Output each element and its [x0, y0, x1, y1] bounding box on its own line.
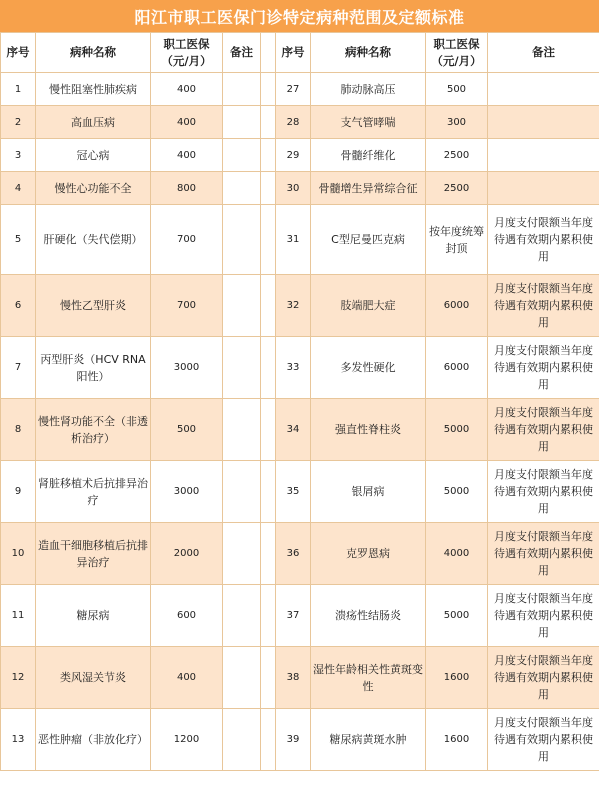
remark-cell: 月度支付限额当年度待遇有效期内累积使用: [488, 585, 599, 647]
quota-value: 按年度统筹封顶: [426, 205, 488, 275]
quota-value: 400: [151, 139, 223, 172]
row-number: 28: [276, 106, 311, 139]
disease-name: 湿性年龄相关性黄斑变性: [311, 647, 426, 709]
quota-value: 3000: [151, 337, 223, 399]
quota-value: 6000: [426, 275, 488, 337]
remark-cell: 月度支付限额当年度待遇有效期内累积使用: [488, 205, 599, 275]
column-gap: [261, 337, 276, 399]
row-number: 36: [276, 523, 311, 585]
quota-value: 2500: [426, 139, 488, 172]
column-gap: [261, 647, 276, 709]
disease-name: 支气管哮喘: [311, 106, 426, 139]
quota-value: 1600: [426, 647, 488, 709]
remark-cell: [223, 585, 261, 647]
quota-value: 400: [151, 106, 223, 139]
table-row: [1, 709, 599, 771]
row-number: 35: [276, 461, 311, 523]
disease-name: 类风湿关节炎: [36, 647, 151, 709]
row-number: 11: [1, 585, 36, 647]
row-number: 34: [276, 399, 311, 461]
disease-name: 肢端肥大症: [311, 275, 426, 337]
header-quota: 职工医保（元/月）: [151, 33, 223, 73]
disease-name: 银屑病: [311, 461, 426, 523]
table-row: [1, 275, 599, 337]
remark-cell: 月度支付限额当年度待遇有效期内累积使用: [488, 337, 599, 399]
quota-value: 5000: [426, 585, 488, 647]
table-row: [1, 73, 599, 106]
remark-cell: 月度支付限额当年度待遇有效期内累积使用: [488, 275, 599, 337]
quota-value: 500: [151, 399, 223, 461]
page-title: 阳江市职工医保门诊特定病种范围及定额标准: [0, 0, 599, 32]
remark-cell: [223, 275, 261, 337]
header-quota: 职工医保（元/月）: [426, 33, 488, 73]
remark-cell: 月度支付限额当年度待遇有效期内累积使用: [488, 647, 599, 709]
row-number: 27: [276, 73, 311, 106]
column-gap: [261, 523, 276, 585]
disease-name: 强直性脊柱炎: [311, 399, 426, 461]
remark-cell: [223, 106, 261, 139]
remark-cell: [488, 139, 599, 172]
disease-name: 慢性心功能不全: [36, 172, 151, 205]
row-number: 8: [1, 399, 36, 461]
column-gap: [261, 139, 276, 172]
remark-cell: [223, 523, 261, 585]
column-gap: [261, 33, 276, 73]
disease-name: 慢性乙型肝炎: [36, 275, 151, 337]
table-row: [1, 337, 599, 399]
row-number: 7: [1, 337, 36, 399]
remark-cell: [223, 139, 261, 172]
disease-name: 肾脏移植术后抗排异治疗: [36, 461, 151, 523]
disease-name: 多发性硬化: [311, 337, 426, 399]
table-row: [1, 647, 599, 709]
remark-cell: [488, 172, 599, 205]
table-row: [1, 205, 599, 275]
column-gap: [261, 106, 276, 139]
quota-value: 5000: [426, 461, 488, 523]
table-row: [1, 139, 599, 172]
row-number: 30: [276, 172, 311, 205]
quota-value: 500: [426, 73, 488, 106]
disease-name: 糖尿病黄斑水肿: [311, 709, 426, 771]
column-gap: [261, 172, 276, 205]
table-row: [1, 585, 599, 647]
row-number: 10: [1, 523, 36, 585]
remark-cell: [223, 647, 261, 709]
column-gap: [261, 585, 276, 647]
quota-value: 600: [151, 585, 223, 647]
column-gap: [261, 399, 276, 461]
row-number: 13: [1, 709, 36, 771]
remark-cell: [223, 205, 261, 275]
remark-cell: [223, 337, 261, 399]
row-number: 38: [276, 647, 311, 709]
quota-value: 400: [151, 73, 223, 106]
remark-cell: [223, 461, 261, 523]
remark-cell: [223, 73, 261, 106]
quota-value: 700: [151, 275, 223, 337]
disease-name: C型尼曼匹克病: [311, 205, 426, 275]
disease-name: 恶性肿瘤（非放化疗）: [36, 709, 151, 771]
disease-table: [0, 32, 599, 771]
disease-name: 慢性阻塞性肺疾病: [36, 73, 151, 106]
disease-name: 造血干细胞移植后抗排异治疗: [36, 523, 151, 585]
row-number: 4: [1, 172, 36, 205]
column-gap: [261, 709, 276, 771]
remark-cell: 月度支付限额当年度待遇有效期内累积使用: [488, 399, 599, 461]
table-row: [1, 172, 599, 205]
table-row: [1, 399, 599, 461]
remark-cell: 月度支付限额当年度待遇有效期内累积使用: [488, 709, 599, 771]
remark-cell: [488, 106, 599, 139]
remark-cell: 月度支付限额当年度待遇有效期内累积使用: [488, 461, 599, 523]
row-number: 3: [1, 139, 36, 172]
quota-value: 4000: [426, 523, 488, 585]
row-number: 37: [276, 585, 311, 647]
quota-value: 700: [151, 205, 223, 275]
column-gap: [261, 205, 276, 275]
header-disease: 病种名称: [36, 33, 151, 73]
disease-name: 克罗恩病: [311, 523, 426, 585]
row-number: 9: [1, 461, 36, 523]
table-row: [1, 523, 599, 585]
row-number: 29: [276, 139, 311, 172]
row-number: 32: [276, 275, 311, 337]
disease-name: 肝硬化（失代偿期）: [36, 205, 151, 275]
quota-value: 2000: [151, 523, 223, 585]
row-number: 31: [276, 205, 311, 275]
row-number: 2: [1, 106, 36, 139]
quota-value: 400: [151, 647, 223, 709]
remark-cell: [223, 172, 261, 205]
disease-name: 骨髓纤维化: [311, 139, 426, 172]
disease-name: 溃疡性结肠炎: [311, 585, 426, 647]
disease-name: 冠心病: [36, 139, 151, 172]
column-gap: [261, 461, 276, 523]
disease-name: 骨髓增生异常综合征: [311, 172, 426, 205]
disease-name: 糖尿病: [36, 585, 151, 647]
row-number: 1: [1, 73, 36, 106]
row-number: 6: [1, 275, 36, 337]
quota-value: 1600: [426, 709, 488, 771]
disease-name: 慢性肾功能不全（非透析治疗）: [36, 399, 151, 461]
table-row: [1, 461, 599, 523]
column-gap: [261, 275, 276, 337]
header-no: 序号: [276, 33, 311, 73]
remark-cell: [488, 73, 599, 106]
header-disease: 病种名称: [311, 33, 426, 73]
quota-value: 800: [151, 172, 223, 205]
quota-value: 300: [426, 106, 488, 139]
disease-name: 高血压病: [36, 106, 151, 139]
header-no: 序号: [1, 33, 36, 73]
quota-value: 3000: [151, 461, 223, 523]
header-remark: 备注: [223, 33, 261, 73]
disease-name: 丙型肝炎（HCV RNA阳性）: [36, 337, 151, 399]
remark-cell: 月度支付限额当年度待遇有效期内累积使用: [488, 523, 599, 585]
disease-name: 肺动脉高压: [311, 73, 426, 106]
quota-value: 5000: [426, 399, 488, 461]
quota-value: 6000: [426, 337, 488, 399]
remark-cell: [223, 399, 261, 461]
header-remark: 备注: [488, 33, 599, 73]
quota-value: 1200: [151, 709, 223, 771]
remark-cell: [223, 709, 261, 771]
row-number: 33: [276, 337, 311, 399]
row-number: 39: [276, 709, 311, 771]
quota-value: 2500: [426, 172, 488, 205]
column-gap: [261, 73, 276, 106]
row-number: 12: [1, 647, 36, 709]
table-row: [1, 106, 599, 139]
row-number: 5: [1, 205, 36, 275]
